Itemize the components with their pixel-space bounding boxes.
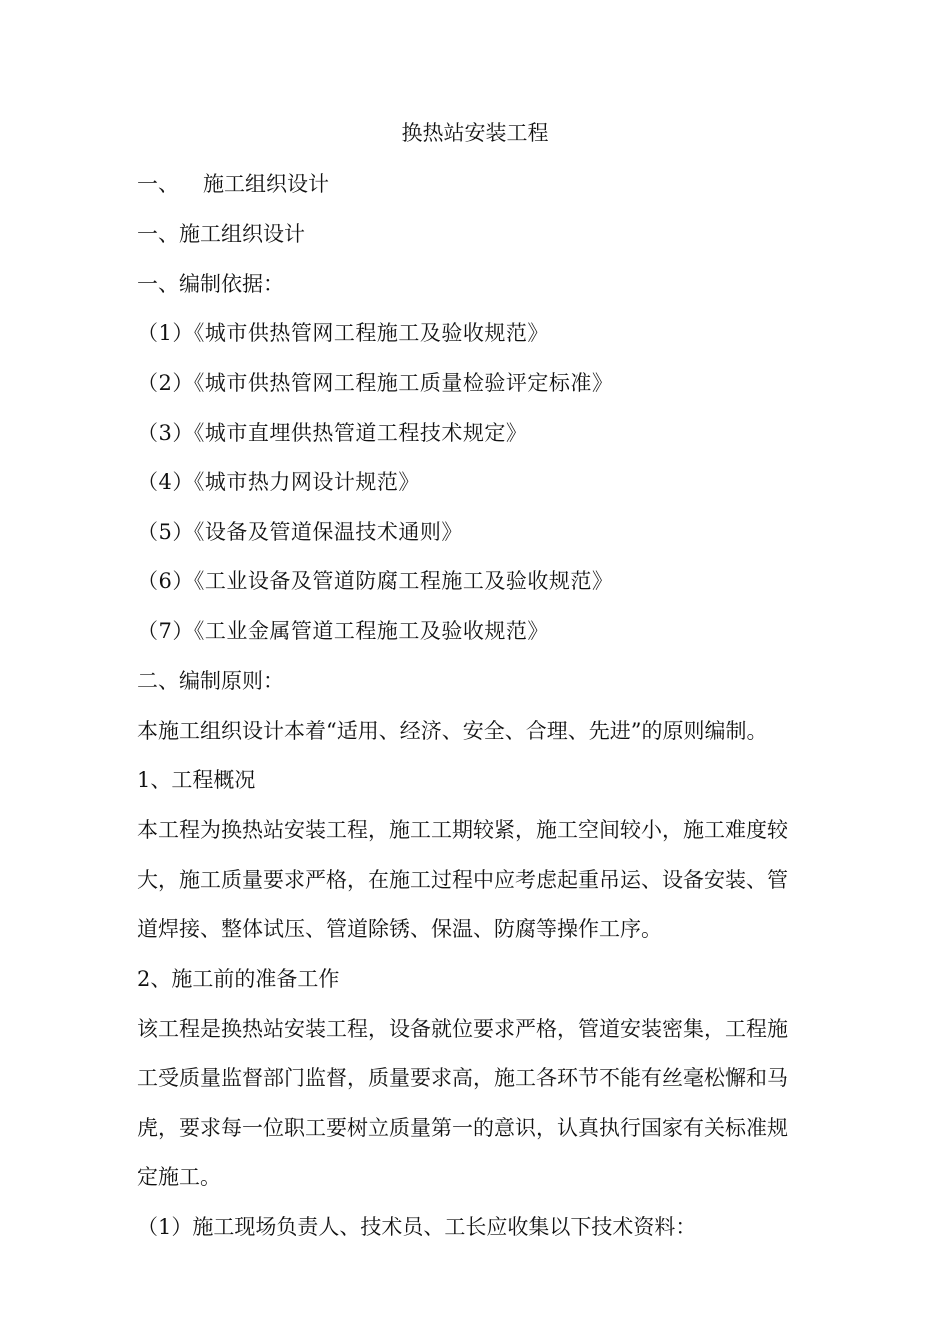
prep-heading: 2、施工前的准备工作 [137, 967, 340, 991]
reference-item: （6）《工业设备及管道防腐工程施工及验收规范》 [137, 569, 614, 593]
reference-item: （4）《城市热力网设计规范》 [137, 470, 420, 494]
reference-item: （5）《设备及管道保温技术通则》 [137, 520, 463, 544]
reference-item: （7）《工业金属管道工程施工及验收规范》 [137, 619, 549, 643]
prep-list-item: （1）施工现场负责人、技术员、工长应收集以下技术资料： [137, 1215, 697, 1239]
section-number: 一、 [137, 172, 179, 196]
prep-paragraph-line: 该工程是换热站安装工程，设备就位要求严格，管道安装密集，工程施 [137, 1017, 788, 1041]
reference-item: （3）《城市直埋供热管道工程技术规定》 [137, 421, 528, 445]
overview-paragraph-line: 本工程为换热站安装工程，施工工期较紧，施工空间较小，施工难度较 [137, 818, 788, 842]
overview-heading: 1、工程概况 [137, 768, 256, 792]
principle-text: 本施工组织设计本着“适用、经济、安全、合理、先进”的原则编制。 [137, 719, 768, 743]
section-heading: 施工组织设计 [203, 172, 329, 196]
overview-paragraph-line: 道焊接、整体试压、管道除锈、保温、防腐等操作工序。 [137, 917, 662, 941]
subheading: 一、施工组织设计 [137, 222, 305, 246]
prep-paragraph-line: 工受质量监督部门监督，质量要求高，施工各环节不能有丝毫松懈和马 [137, 1066, 788, 1090]
reference-item: （2）《城市供热管网工程施工质量检验评定标准》 [137, 371, 614, 395]
principle-heading: 二、编制原则： [137, 669, 284, 693]
reference-item: （1）《城市供热管网工程施工及验收规范》 [137, 321, 549, 345]
document-title: 换热站安装工程 [401, 121, 549, 145]
overview-paragraph-line: 大，施工质量要求严格，在施工过程中应考虑起重吊运、设备安装、管 [137, 868, 788, 892]
prep-paragraph-line: 虎，要求每一位职工要树立质量第一的意识，认真执行国家有关标准规 [137, 1116, 788, 1140]
prep-paragraph-line: 定施工。 [137, 1165, 221, 1189]
basis-heading: 一、编制依据： [137, 272, 284, 296]
